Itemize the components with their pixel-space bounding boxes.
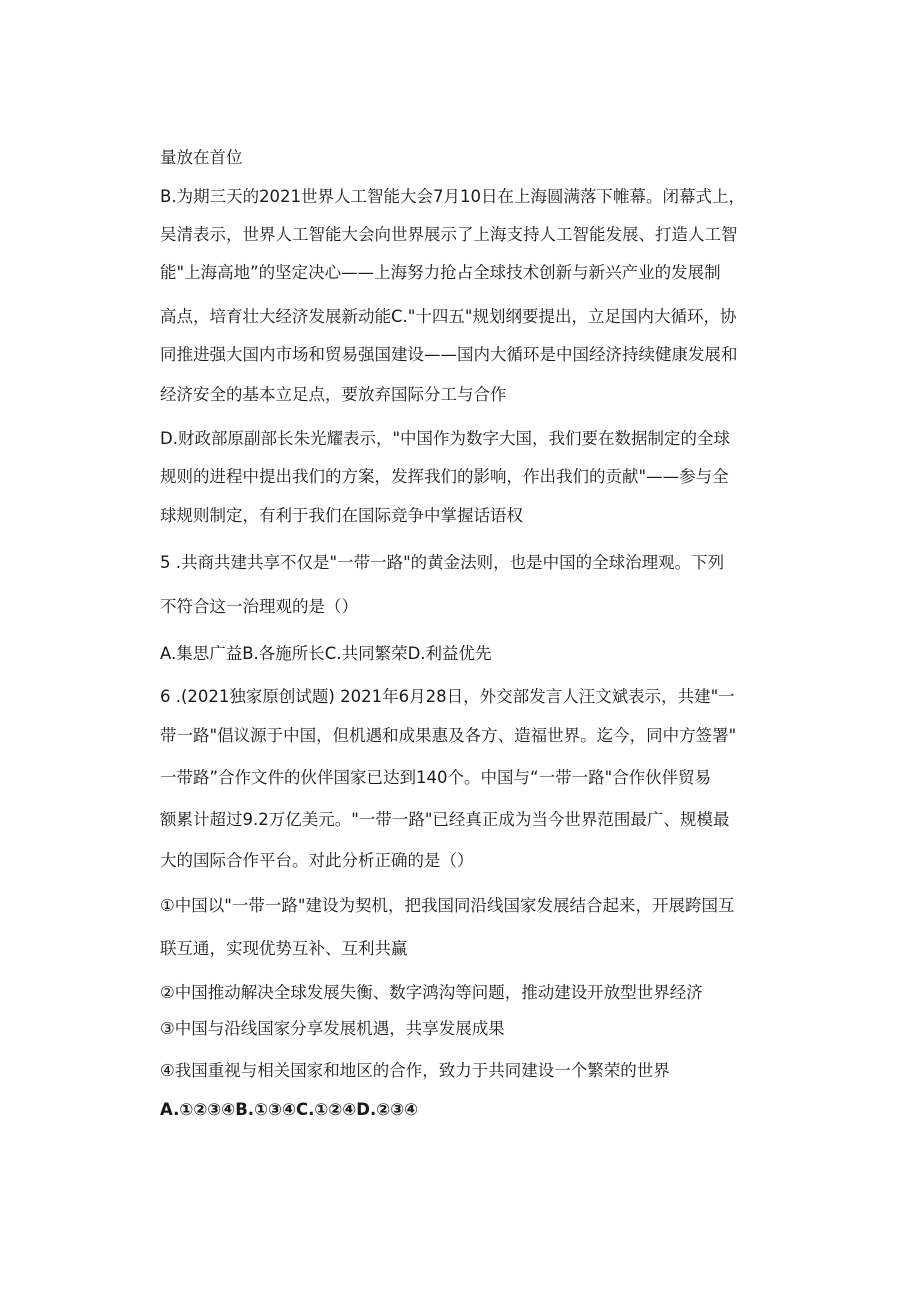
text-line: 高点，培育壮大经济发展新动能C."十四五"规划纲要提出，立足国内大循环，协: [160, 307, 737, 326]
text-line: 带一路"倡议源于中国，但机遇和成果惠及各方、造福世界。迄今，同中方签署": [160, 726, 737, 745]
question-6-stem: 6 .(2021独家原创试题) 2021年6月28日，外交部发言人汪文斌表示，共建"一: [160, 687, 735, 706]
text-line: 额累计超过9.2万亿美元。"一带一路"已经真正成为当今世界范围最广、规模最: [160, 810, 730, 829]
text-line: 一带路”合作文件的伙伴国家已达到140个。中国与“一带一路"合作伙伴贸易: [160, 768, 712, 787]
option-d-line: D.财政部原副部长朱光耀表示，"中国作为数字大国，我们要在数据制定的全球: [160, 429, 731, 448]
option-b-line: B.为期三天的2021世界人工智能大会7月10日在上海圆满落下帷幕。闭幕式上，: [160, 187, 746, 206]
question-5-stem: 5 .共商共建共享不仅是"一带一路"的黄金法则，也是中国的全球治理观。下列: [160, 553, 725, 572]
statement-2: ②中国推动解决全球发展失衡、数字鸿沟等问题，推动建设开放型世界经济: [160, 983, 703, 1002]
question-5-options: A.集思广益B.各施所长C.共同繁荣D.利益优先: [160, 644, 492, 663]
text-line: 同推进强大国内市场和贸易强国建设——国内大循环是中国经济持续健康发展和: [160, 345, 738, 364]
text-line: 球规则制定，有利于我们在国际竞争中掌握话语权: [160, 506, 523, 525]
statement-3: ③中国与沿线国家分享发展机遇，共享发展成果: [160, 1019, 505, 1038]
statement-4: ④我国重视与相关国家和地区的合作，致力于共同建设一个繁荣的世界: [160, 1061, 670, 1080]
question-6-options: A.①②③④B.①③④C.①②④D.②③④: [160, 1100, 419, 1119]
text-line: 不符合这一治理观的是（）: [160, 597, 358, 616]
text-line: 能"上海高地”的坚定决心——上海努力抢占全球技术创新与新兴产业的发展制: [160, 263, 721, 282]
text-line: 大的国际合作平台。对此分析正确的是（）: [160, 851, 474, 870]
text-line: 规则的进程中提出我们的方案，发挥我们的影响，作出我们的贡献"——参与全: [160, 467, 729, 486]
text-line: 吴清表示，世界人工智能大会向世界展示了上海支持人工智能发展、打造人工智: [160, 225, 738, 244]
text-line: 联互通，实现优势互补、互利共赢: [160, 939, 408, 958]
statement-1: ①中国以"一带一路"建设为契机，把我国同沿线国家发展结合起来，开展跨国互: [160, 896, 735, 915]
text-line: 经济安全的基本立足点，要放弃国际分工与合作: [160, 385, 507, 404]
text-line: 量放在首位: [160, 148, 243, 167]
